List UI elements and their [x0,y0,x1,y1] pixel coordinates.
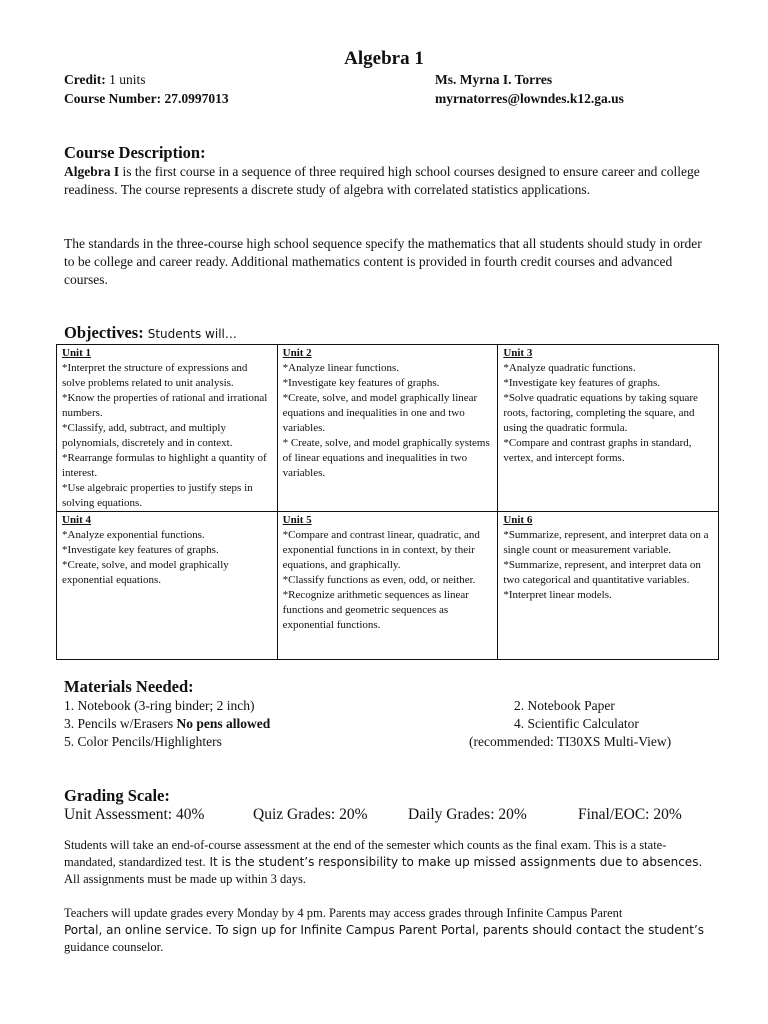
teacher-name: Ms. Myrna I. Torres [435,72,553,87]
unit-6-title: Unit 6 [503,514,533,526]
unit-5-item: *Classify functions as even, odd, or neither. [282,574,476,586]
unit-2-title: Unit 2 [282,347,312,359]
unit-3-item: *Analyze quadratic functions. [503,362,636,374]
teacher-email: myrnatorres@lowndes.k12.ga.us [435,91,624,106]
course-number-label: Course Number: [64,91,162,106]
unit-2-cell [277,345,498,512]
course-description-p1-text: is the first course in a sequence of three required high school courses designed to ensure career and college readiness. The course represents a discrete study of algebra with correlated statistics applications. [64,164,700,197]
materials-heading: Materials Needed: [64,677,194,696]
unit-3-item: *Compare and contrast graphs in standard, vertex, and intercept forms. [503,437,692,464]
credit-line [64,72,146,88]
unit-2-item: *Investigate key features of graphs. [282,377,440,389]
unit-6-item: *Summarize, represent, and interpret data on a single count or measurement variable. [503,529,709,556]
unit-4-cell [57,512,278,660]
unit-5-item: *Compare and contrast linear, quadratic, and exponential functions in in context, by their equations, and graphically. [282,529,480,571]
grading-paragraph-2 [64,905,714,956]
grading-paragraph-1 [64,837,714,888]
grading-heading: Grading Scale: [64,786,170,805]
unit-1-title: Unit 1 [62,347,92,359]
unit-2-item: *Analyze linear functions. [282,362,400,374]
page-title: Algebra 1 [344,48,424,69]
grading-p1-a: Students will take an end-of-course assessment at the end of the semester which counts as the final exam. This is a state-mandated, standardized test. [64,838,667,869]
unit-5-item: *Recognize arithmetic sequences as linear functions and geometric sequences as exponential functions. [282,589,469,631]
grading-p2-c: guidance counselor. [64,940,164,954]
unit-6-cell [498,512,719,660]
materials-item-1: 1. Notebook (3-ring binder; 2 inch) [64,698,255,713]
objectives-table [56,344,719,660]
unit-5-title: Unit 5 [282,514,312,526]
credit-value: 1 units [109,72,146,87]
materials-item-5: 5. Color Pencils/Highlighters [64,734,222,749]
course-description-p2: The standards in the three-course high school sequence specify the mathematics that all students should study in order to be college and career ready. Additional mathematics content is provided in fourth credit courses and advanced courses. [64,236,702,287]
unit-3-item: *Investigate key features of graphs. [503,377,661,389]
daily-grades-weight: Daily Grades: 20% [408,806,527,823]
materials-item-2: 2. Notebook Paper [514,698,615,713]
unit-3-title: Unit 3 [503,347,533,359]
objectives-subheading: Students will… [147,327,237,341]
objectives-heading [64,323,237,343]
unit-1-item: *Interpret the structure of expressions and solve problems related to unit analysis. [62,362,248,389]
course-description-p1 [64,163,714,199]
unit-1-item: *Classify, add, subtract, and multiply polynomials, discretely and in context. [62,422,233,449]
grading-p1-b: It is the student’s responsibility to make up missed assignments due to absences. [205,855,703,869]
course-number-value: 27.0997013 [164,91,229,106]
credit-label: Credit: [64,72,106,87]
final-eoc-weight: Final/EOC: 20% [578,806,682,823]
materials-item-3-text: 3. Pencils w/Erasers [64,716,174,731]
course-description-heading: Course Description: [64,143,206,162]
course-number-line [64,91,229,107]
unit-1-item: *Know the properties of rational and irrational numbers. [62,392,268,419]
objectives-title: Objectives: [64,323,144,342]
unit-1-item: *Rearrange formulas to highlight a quantity of interest. [62,452,267,479]
materials-item-4: 4. Scientific Calculator [514,716,639,731]
no-pens-note: No pens allowed [176,716,271,731]
unit-3-item: *Solve quadratic equations by taking square roots, factoring, completing the square, and using the quadratic formula. [503,392,698,434]
grading-p2-b: Portal, an online service. To sign up for Infinite Campus Parent Portal, parents should contact the student’s [64,923,705,937]
unit-6-item: *Summarize, represent, and interpret data on two categorical and quantitative variables. [503,559,701,586]
quiz-grades-weight: Quiz Grades: 20% [253,806,368,823]
grading-p1-c: All assignments must be made up within 3 days. [64,872,306,886]
grading-p2-a: Teachers will update grades every Monday by 4 pm. Parents may access grades through Infinite Campus Parent [64,906,623,920]
unit-3-cell [498,345,719,512]
unit-6-item: *Interpret linear models. [503,589,612,601]
unit-4-item: *Analyze exponential functions. [62,529,205,541]
unit-1-cell [57,345,278,512]
unit-2-item: * Create, solve, and model graphically systems of linear equations and inequalities in two variables. [282,437,490,479]
materials-item-3 [64,715,270,733]
unit-5-cell [277,512,498,660]
unit-2-item: *Create, solve, and model graphically linear equations and inequalities in one and two variables. [282,392,478,434]
unit-1-item: *Use algebraic properties to justify steps in solving equations. [62,482,253,509]
unit-4-item: *Create, solve, and model graphically exponential equations. [62,559,229,586]
course-name-bold: Algebra I [64,164,120,179]
unit-4-item: *Investigate key features of graphs. [62,544,219,556]
unit-assessment-weight: Unit Assessment: 40% [64,806,205,823]
calculator-recommendation: (recommended: TI30XS Multi-View) [469,734,672,749]
unit-4-title: Unit 4 [62,514,92,526]
